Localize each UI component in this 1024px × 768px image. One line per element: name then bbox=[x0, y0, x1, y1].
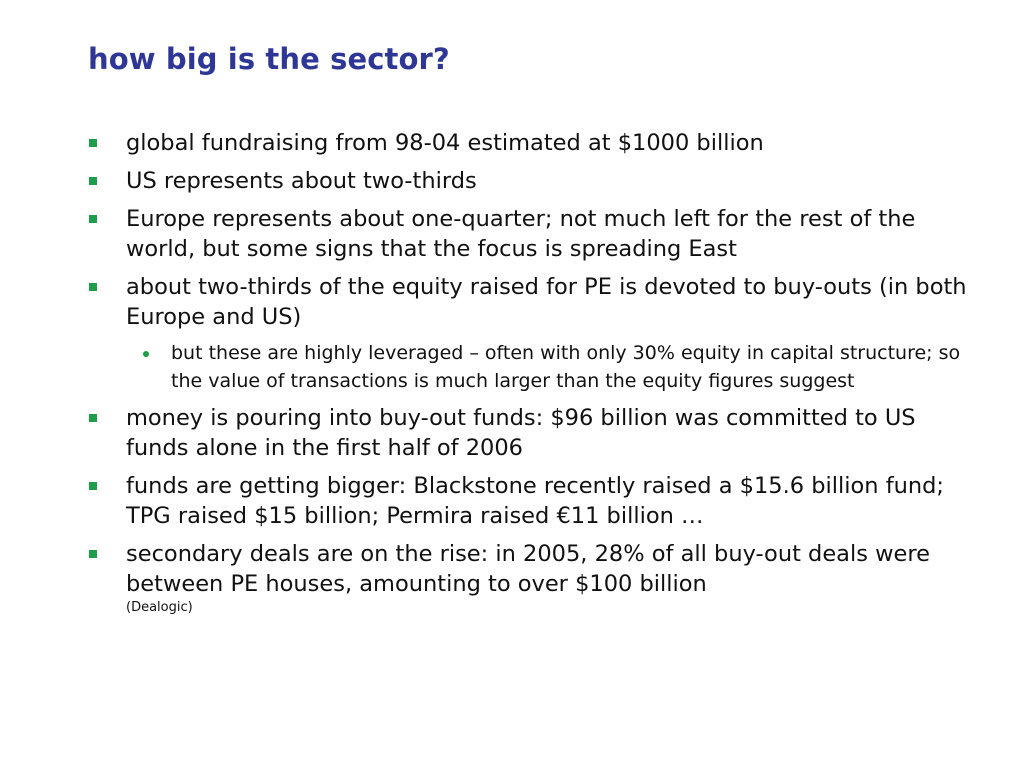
square-bullet-icon bbox=[89, 139, 97, 147]
square-bullet-icon bbox=[89, 414, 97, 422]
bullet-item bbox=[88, 166, 968, 196]
sub-bullet-text: but these are highly leveraged – often with only 30% equity in capital structure; so the value of transactions is much larger than the equity figures suggest bbox=[171, 342, 961, 392]
bullet-item bbox=[88, 128, 968, 158]
square-bullet-icon bbox=[89, 215, 97, 223]
bullet-item bbox=[88, 471, 968, 531]
square-bullet-icon bbox=[89, 283, 97, 291]
bullet-list bbox=[88, 128, 968, 625]
square-bullet-icon bbox=[89, 177, 97, 185]
bullet-item bbox=[88, 403, 968, 463]
bullet-text: secondary deals are on the rise: in 2005, 28% of all buy-out deals were between PE houses, amounting to over $100 billion bbox=[126, 541, 930, 597]
slide-title: how big is the sector? bbox=[88, 42, 450, 76]
bullet-text: US represents about two-thirds bbox=[126, 168, 477, 194]
bullet-item bbox=[88, 272, 968, 332]
bullet-text: global fundraising from 98-04 estimated at $1000 billion bbox=[126, 130, 764, 156]
bullet-text: money is pouring into buy-out funds: $96 billion was committed to US funds alone in the first half of 2006 bbox=[126, 405, 916, 461]
square-bullet-icon bbox=[89, 550, 97, 558]
bullet-text: about two-thirds of the equity raised for PE is devoted to buy-outs (in both Europe and US) bbox=[126, 274, 967, 330]
square-bullet-icon bbox=[89, 482, 97, 490]
bullet-item bbox=[88, 539, 968, 617]
round-bullet-icon bbox=[143, 351, 149, 357]
source-note: (Dealogic) bbox=[126, 600, 193, 615]
bullet-text: Europe represents about one-quarter; not much left for the rest of the world, but some signs that the focus is spreading East bbox=[126, 206, 916, 262]
bullet-item bbox=[88, 204, 968, 264]
sub-bullet-item bbox=[88, 340, 968, 395]
bullet-text: funds are getting bigger: Blackstone recently raised a $15.6 billion fund; TPG raised $15 billion; Permira raised €11 billion … bbox=[126, 473, 944, 529]
